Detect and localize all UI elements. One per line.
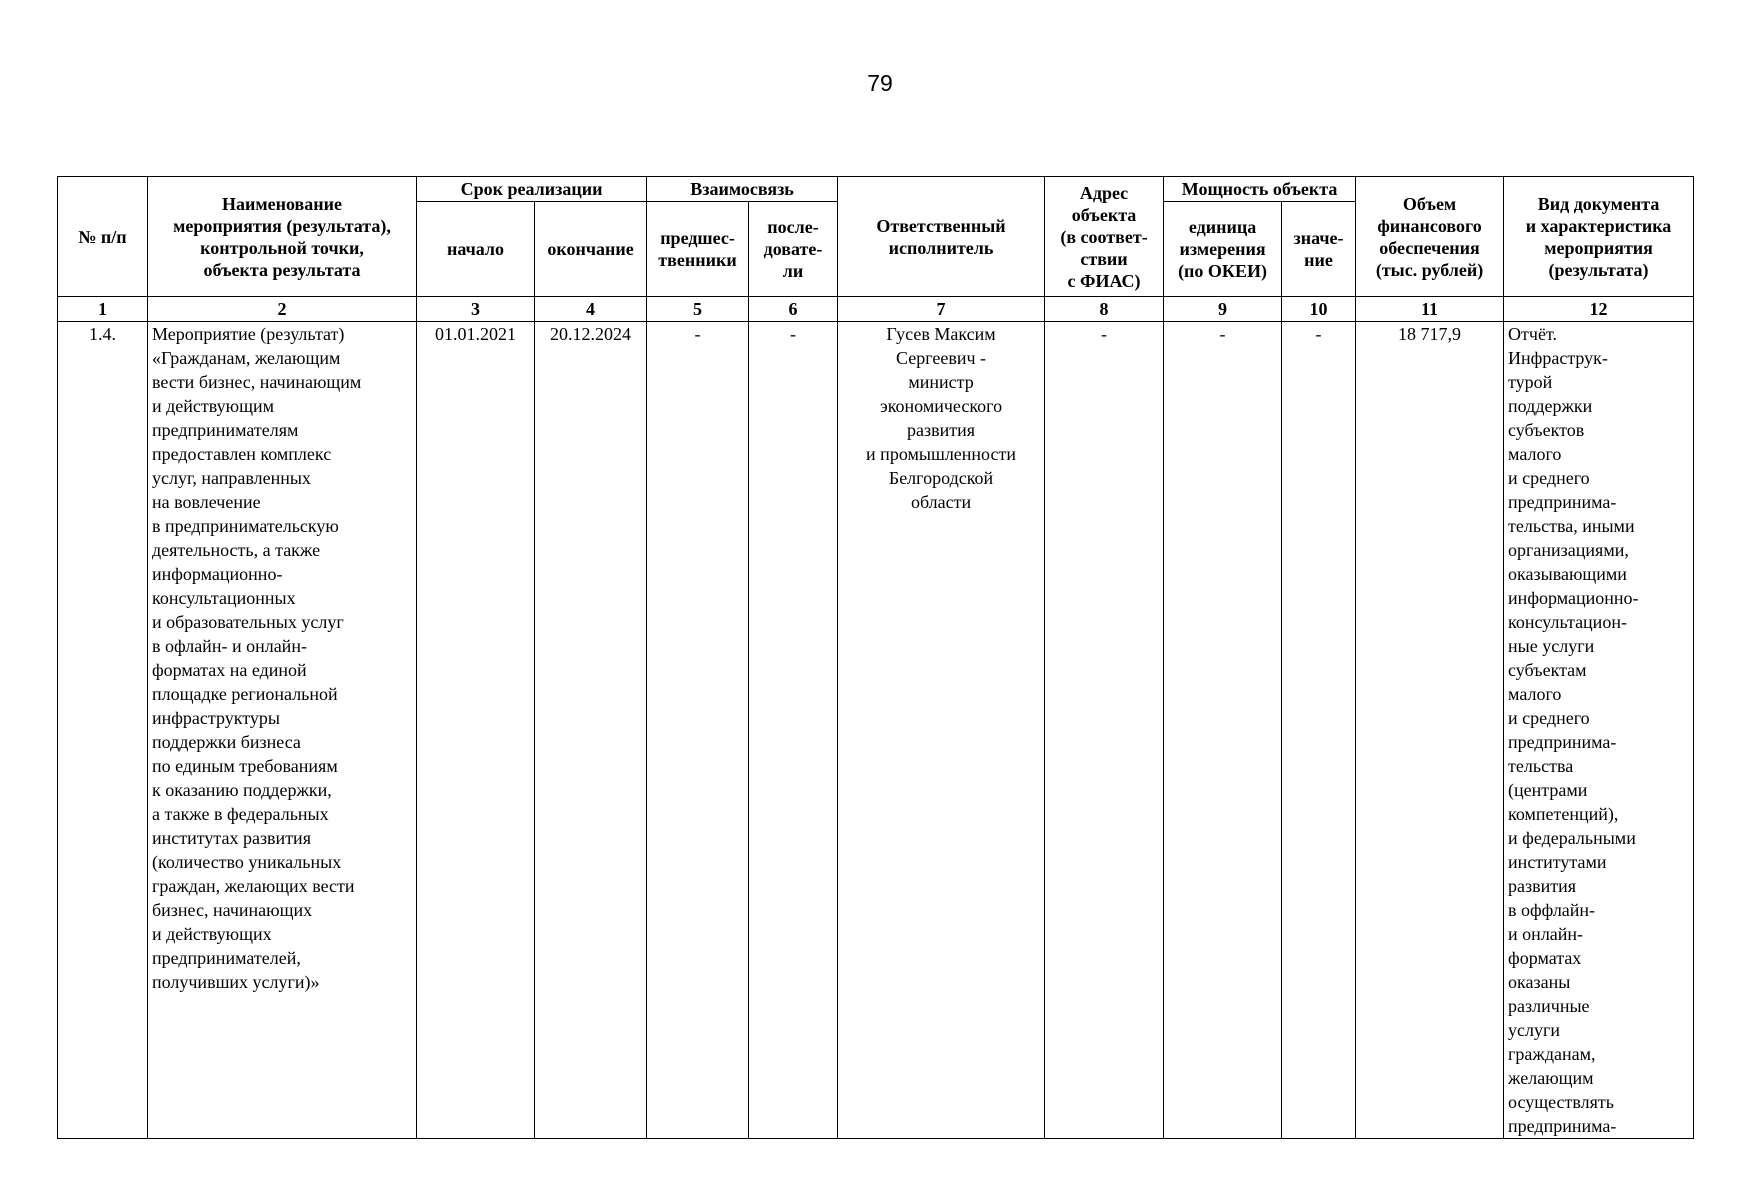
column-number: 7 <box>838 297 1045 322</box>
column-number: 10 <box>1282 297 1356 322</box>
row-finance: 18 717,9 <box>1356 322 1504 1139</box>
header-term: Срок реализации <box>417 177 647 202</box>
column-number: 1 <box>58 297 148 322</box>
column-number: 9 <box>1164 297 1282 322</box>
column-number: 4 <box>535 297 647 322</box>
row-doc: Отчёт. Инфраструк- турой поддержки субъектов малого и среднего предпринима- тельства, иными организациями, оказывающими информационно- консультацион- ные услуги субъектам малого и среднего предпринима- тельства (центрами компетенций), и федеральными институтами развития в оффлайн- и онлайн- форматах оказаны различные услуги гражданам, желающим осуществлять предпринима- <box>1504 322 1694 1139</box>
column-number: 8 <box>1045 297 1164 322</box>
header-term-end: окончание <box>535 202 647 297</box>
column-number: 6 <box>749 297 838 322</box>
column-number: 12 <box>1504 297 1694 322</box>
header-num: № п/п <box>58 177 148 297</box>
column-number: 5 <box>647 297 749 322</box>
table-row <box>58 322 1694 1139</box>
header-capacity-unit: единица измерения (по ОКЕИ) <box>1164 202 1282 297</box>
row-prev: - <box>647 322 749 1139</box>
header-link-next: после- довате- ли <box>749 202 838 297</box>
header-address: Адрес объекта (в соответ- ствии с ФИАС) <box>1045 177 1164 297</box>
column-number: 11 <box>1356 297 1504 322</box>
row-value: - <box>1282 322 1356 1139</box>
header-responsible: Ответственный исполнитель <box>838 177 1045 297</box>
row-start: 01.01.2021 <box>417 322 535 1139</box>
header-link-prev: предшес- твенники <box>647 202 749 297</box>
page-number: 79 <box>867 70 893 96</box>
column-numbers-row <box>58 297 1694 322</box>
row-address: - <box>1045 322 1164 1139</box>
row-next: - <box>749 322 838 1139</box>
row-responsible: Гусев Максим Сергеевич - министр экономического развития и промышленности Белгородской области <box>838 322 1045 1139</box>
row-name: Мероприятие (результат) «Гражданам, желающим вести бизнес, начинающим и действующим предпринимателям предоставлен комплекс услуг, направленных на вовлечение в предпринимательскую деятельность, а также информационно- консультационных и образовательных услуг в офлайн- и онлайн- форматах на единой площадке региональной инфраструктуры поддержки бизнеса по единым требованиям к оказанию поддержки, а также в федеральных институтах развития (количество уникальных граждан, желающих вести бизнес, начинающих и действующих предпринимателей, получивших услуги)» <box>148 322 417 1139</box>
header-link: Взаимосвязь <box>647 177 838 202</box>
header-row-top <box>58 177 1694 202</box>
header-finance: Объем финансового обеспечения (тыс. рублей) <box>1356 177 1504 297</box>
header-capacity: Мощность объекта <box>1164 177 1356 202</box>
header-doc: Вид документа и характеристика мероприятия (результата) <box>1504 177 1694 297</box>
row-unit: - <box>1164 322 1282 1139</box>
row-num: 1.4. <box>58 322 148 1139</box>
header-name: Наименование мероприятия (результата), контрольной точки, объекта результата <box>148 177 417 297</box>
header-term-start: начало <box>417 202 535 297</box>
column-number: 3 <box>417 297 535 322</box>
column-number: 2 <box>148 297 417 322</box>
header-capacity-value: значе- ние <box>1282 202 1356 297</box>
row-end: 20.12.2024 <box>535 322 647 1139</box>
plan-table <box>57 176 1694 1139</box>
